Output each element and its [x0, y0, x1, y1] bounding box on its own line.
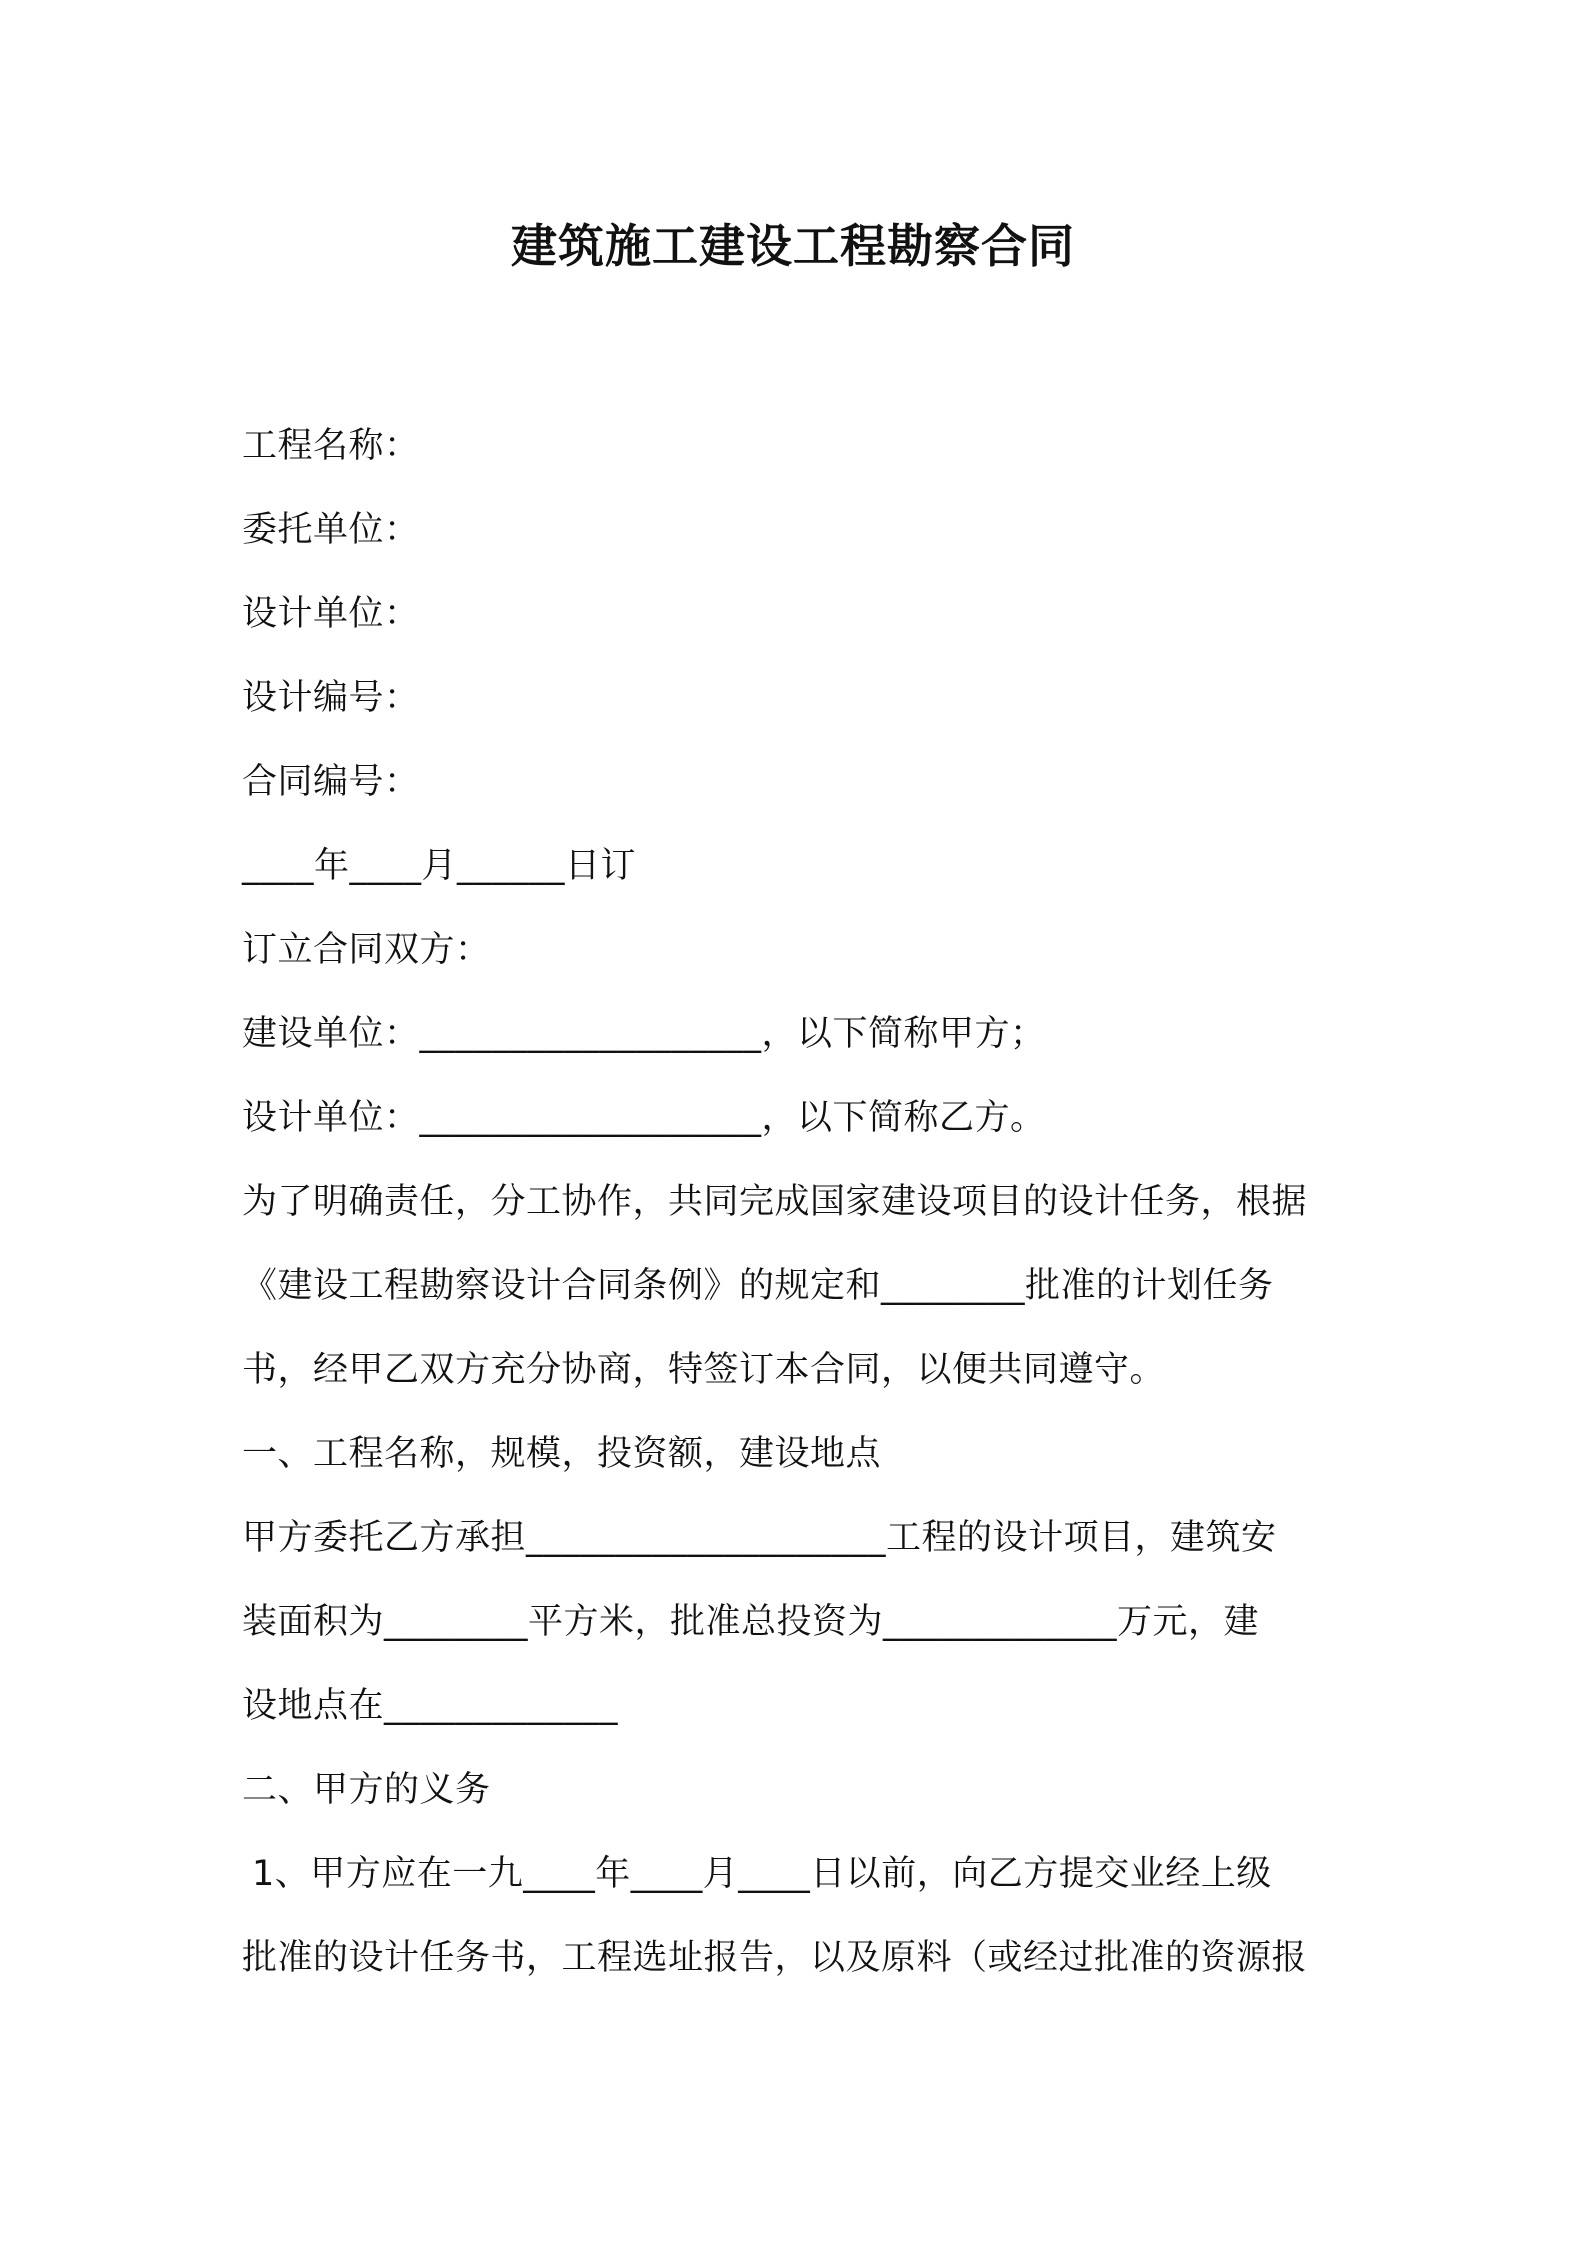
section-1-line-1: 甲方委托乙方承担____________________工程的设计项目，建筑安 — [242, 1518, 1277, 1558]
section-1-heading: 一、工程名称，规模，投资额，建设地点 — [242, 1434, 882, 1474]
parties-heading: 订立合同双方： — [242, 930, 491, 970]
field-design-number: 设计编号： — [242, 678, 420, 718]
preamble-line-1: 为了明确责任，分工协作，共同完成国家建设项目的设计任务，根据 — [242, 1182, 1308, 1222]
document-title: 建筑施工建设工程勘察合同 — [511, 219, 1075, 273]
field-sign-date: ____年____月______日订 — [242, 846, 637, 886]
section-1-line-2: 装面积为________平方米，批准总投资为_____________万元，建 — [242, 1602, 1260, 1642]
document-body — [242, 404, 1362, 2000]
field-contract-number: 合同编号： — [242, 762, 420, 802]
section-2-heading: 二、甲方的义务 — [242, 1770, 491, 1810]
clause-2-1-line-2: 批准的设计任务书，工程选址报告，以及原料（或经过批准的资源报 — [242, 1938, 1308, 1978]
field-design-unit: 设计单位： — [242, 594, 420, 634]
party-a-line: 建设单位：___________________，以下简称甲方； — [242, 1014, 1046, 1054]
field-project-name: 工程名称： — [242, 426, 420, 466]
preamble-line-3: 书，经甲乙双方充分协商，特签订本合同，以便共同遵守。 — [242, 1350, 1166, 1390]
party-b-line: 设计单位：___________________，以下简称乙方。 — [242, 1098, 1046, 1138]
clause-2-1-line-1: 1、甲方应在一九____年____月____日以前，向乙方提交业经上级 — [252, 1854, 1272, 1894]
field-client-unit: 委托单位： — [242, 510, 420, 550]
section-1-line-3: 设地点在_____________ — [242, 1686, 619, 1726]
preamble-line-2: 《建设工程勘察设计合同条例》的规定和________批准的计划任务 — [242, 1266, 1274, 1306]
